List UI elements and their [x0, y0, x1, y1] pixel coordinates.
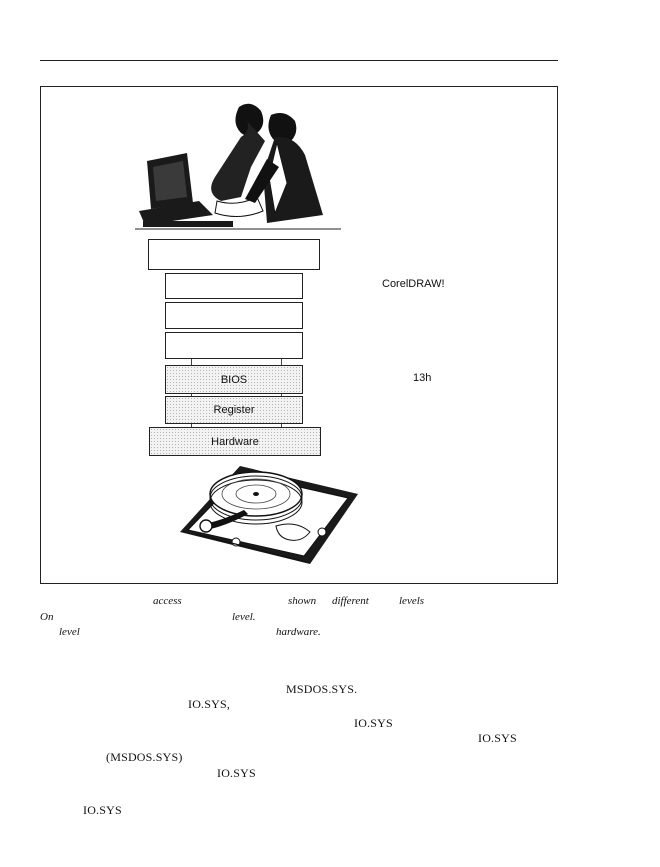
header-rule [40, 60, 558, 61]
body-term: IO.SYS [217, 766, 256, 780]
hard-disk-illustration [176, 460, 362, 570]
caption-word: access [153, 595, 182, 607]
side-label-13h: 13h [413, 372, 432, 384]
layer-box-2 [165, 273, 303, 299]
layer-box-3 [165, 302, 303, 329]
layer-box-register: Register [165, 396, 303, 424]
body-term: IO.SYS, [188, 697, 231, 711]
layer-box-top [148, 239, 320, 270]
caption-word: hardware. [276, 626, 321, 638]
layer-box-hardware: Hardware [149, 427, 321, 456]
layer-box-4 [165, 332, 303, 359]
caption-word: level [59, 626, 80, 638]
body-term: (MSDOS.SYS) [106, 750, 183, 764]
body-term: IO.SYS [478, 731, 517, 745]
figure-frame [40, 86, 558, 584]
layer-box-bios: BIOS [165, 365, 303, 394]
body-term: IO.SYS [354, 716, 393, 730]
caption-word: different [332, 595, 369, 607]
caption-word: shown [288, 595, 317, 607]
side-label-coreldraw: CorelDRAW! [382, 278, 445, 290]
caption-word: On [40, 611, 54, 623]
body-term: MSDOS.SYS. [286, 682, 358, 696]
users-at-computer-illustration [135, 97, 341, 231]
caption-word: level. [232, 611, 256, 623]
caption-word: levels [399, 595, 425, 607]
body-term: IO.SYS [83, 803, 122, 817]
